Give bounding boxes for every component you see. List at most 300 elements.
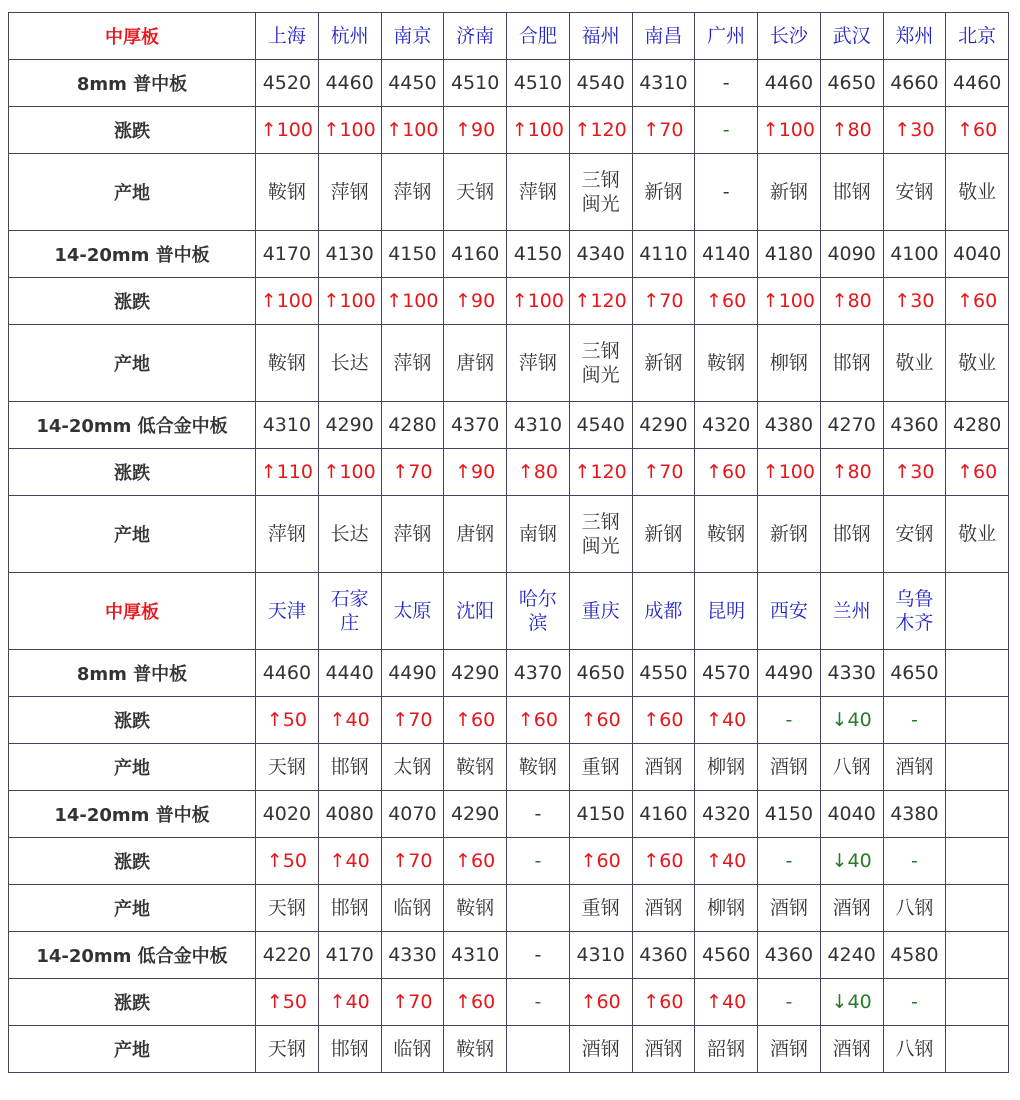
change-value: ↑70 bbox=[392, 709, 433, 731]
change-cell bbox=[758, 107, 821, 154]
row-label: 14-20mm 普中板 bbox=[9, 231, 256, 278]
price-value: 4290 bbox=[450, 662, 500, 684]
section-header-row bbox=[9, 573, 1009, 650]
origin-cell bbox=[381, 885, 444, 932]
price-cell bbox=[758, 932, 821, 979]
origin-cell bbox=[444, 1026, 507, 1073]
price-value: 4520 bbox=[262, 72, 312, 94]
change-value: ↑60 bbox=[706, 290, 747, 312]
price-cell bbox=[946, 60, 1009, 107]
price-cell bbox=[632, 60, 695, 107]
origin-cell bbox=[820, 1026, 883, 1073]
origin-cell bbox=[946, 885, 1009, 932]
row-label: 产地 bbox=[9, 325, 256, 402]
change-cell bbox=[507, 979, 570, 1026]
price-value: 4290 bbox=[325, 414, 374, 436]
origin-value: 鞍钢 bbox=[267, 352, 306, 374]
origin-cell bbox=[381, 325, 444, 402]
change-value: ↑100 bbox=[762, 290, 815, 312]
price-cell bbox=[758, 402, 821, 449]
change-cell bbox=[318, 449, 381, 496]
origin-value: 酒钢 bbox=[769, 756, 808, 778]
origin-value: 新钢 bbox=[769, 523, 808, 545]
origin-value: 天钢 bbox=[267, 897, 306, 919]
origin-cell bbox=[695, 1026, 758, 1073]
city-name: 济南 bbox=[456, 25, 495, 47]
change-cell bbox=[569, 278, 632, 325]
price-value: 4650 bbox=[890, 662, 939, 684]
city-name: 武汉 bbox=[832, 25, 871, 47]
price-cell bbox=[569, 650, 632, 697]
price-cell bbox=[381, 791, 444, 838]
change-cell bbox=[318, 838, 381, 885]
origin-row bbox=[9, 154, 1009, 231]
price-value: 4460 bbox=[262, 662, 312, 684]
city-header bbox=[883, 13, 946, 60]
origin-cell bbox=[256, 154, 319, 231]
change-value: ↑100 bbox=[762, 119, 815, 141]
change-cell bbox=[569, 449, 632, 496]
price-value: 4170 bbox=[325, 944, 374, 966]
change-value: - bbox=[785, 709, 793, 731]
origin-cell bbox=[883, 154, 946, 231]
price-cell bbox=[507, 650, 570, 697]
change-cell bbox=[632, 697, 695, 744]
price-value: 4020 bbox=[262, 803, 312, 825]
section-title: 中厚板 bbox=[9, 13, 256, 60]
price-value: 4340 bbox=[576, 243, 625, 265]
price-value: - bbox=[722, 72, 730, 94]
city-header bbox=[381, 13, 444, 60]
origin-cell bbox=[507, 1026, 570, 1073]
origin-cell bbox=[507, 154, 570, 231]
price-value: 4310 bbox=[639, 72, 688, 94]
price-value: 4150 bbox=[513, 243, 563, 265]
price-cell bbox=[632, 791, 695, 838]
origin-value: 三钢闽光 bbox=[581, 169, 620, 215]
price-value: 4660 bbox=[890, 72, 939, 94]
change-value: ↑40 bbox=[329, 991, 370, 1013]
change-value: ↑60 bbox=[643, 850, 684, 872]
price-cell bbox=[507, 791, 570, 838]
city-name: 北京 bbox=[958, 25, 997, 47]
change-cell bbox=[444, 697, 507, 744]
change-value: ↑70 bbox=[392, 991, 433, 1013]
price-value: 4280 bbox=[952, 414, 1002, 436]
origin-cell bbox=[758, 885, 821, 932]
origin-value: 安钢 bbox=[895, 181, 934, 203]
origin-cell bbox=[381, 1026, 444, 1073]
price-value: 4360 bbox=[890, 414, 939, 436]
change-value: ↑60 bbox=[957, 119, 998, 141]
price-cell bbox=[444, 231, 507, 278]
row-label: 14-20mm 低合金中板 bbox=[9, 932, 256, 979]
price-cell bbox=[820, 791, 883, 838]
change-value: ↑60 bbox=[455, 709, 496, 731]
price-value: 4440 bbox=[325, 662, 374, 684]
price-cell bbox=[820, 650, 883, 697]
change-value: ↑40 bbox=[706, 850, 747, 872]
price-cell bbox=[381, 231, 444, 278]
origin-value: 新钢 bbox=[644, 181, 683, 203]
change-cell bbox=[758, 979, 821, 1026]
price-value: 4580 bbox=[890, 944, 939, 966]
city-name: 杭州 bbox=[330, 25, 369, 47]
change-value: ↑60 bbox=[580, 850, 621, 872]
change-cell bbox=[946, 838, 1009, 885]
origin-value: 萍钢 bbox=[393, 352, 432, 374]
origin-cell bbox=[820, 325, 883, 402]
origin-value: 八钢 bbox=[895, 897, 934, 919]
origin-value: 柳钢 bbox=[707, 756, 746, 778]
change-cell bbox=[632, 979, 695, 1026]
origin-cell bbox=[569, 1026, 632, 1073]
price-cell bbox=[256, 231, 319, 278]
change-cell bbox=[758, 838, 821, 885]
change-value: ↑40 bbox=[706, 991, 747, 1013]
origin-cell bbox=[318, 154, 381, 231]
price-value: 4320 bbox=[701, 414, 751, 436]
price-value: 4170 bbox=[262, 243, 312, 265]
row-label: 涨跌 bbox=[9, 107, 256, 154]
change-value: ↑60 bbox=[643, 709, 684, 731]
change-row bbox=[9, 107, 1009, 154]
change-value: ↑60 bbox=[455, 850, 496, 872]
change-cell bbox=[946, 107, 1009, 154]
city-header bbox=[946, 573, 1009, 650]
city-header bbox=[256, 13, 319, 60]
origin-value: 新钢 bbox=[644, 352, 683, 374]
origin-value: 酒钢 bbox=[644, 1038, 683, 1060]
price-cell bbox=[695, 650, 758, 697]
price-cell bbox=[381, 60, 444, 107]
price-cell bbox=[820, 231, 883, 278]
price-value: 4280 bbox=[388, 414, 437, 436]
origin-cell bbox=[256, 1026, 319, 1073]
change-value: ↑30 bbox=[894, 461, 935, 483]
change-value: ↑70 bbox=[643, 119, 684, 141]
change-cell bbox=[820, 697, 883, 744]
change-value: - bbox=[534, 991, 542, 1013]
change-row bbox=[9, 449, 1009, 496]
row-label: 产地 bbox=[9, 885, 256, 932]
origin-value: - bbox=[722, 181, 730, 203]
origin-value: 三钢闽光 bbox=[581, 340, 620, 386]
origin-cell bbox=[632, 325, 695, 402]
price-value: 4370 bbox=[513, 662, 563, 684]
change-value: ↑40 bbox=[329, 709, 370, 731]
origin-cell bbox=[444, 154, 507, 231]
price-value: 4160 bbox=[450, 243, 500, 265]
price-cell bbox=[758, 650, 821, 697]
origin-cell bbox=[820, 154, 883, 231]
change-cell bbox=[883, 697, 946, 744]
price-value: 4100 bbox=[890, 243, 939, 265]
change-cell bbox=[820, 107, 883, 154]
city-name: 广州 bbox=[707, 25, 746, 47]
change-value: ↑100 bbox=[323, 461, 376, 483]
change-value: ↑90 bbox=[455, 119, 496, 141]
price-row bbox=[9, 231, 1009, 278]
origin-value: 萍钢 bbox=[518, 181, 557, 203]
change-value: ↑120 bbox=[574, 461, 627, 483]
price-value: 4460 bbox=[325, 72, 374, 94]
change-cell bbox=[695, 697, 758, 744]
origin-value: 新钢 bbox=[769, 181, 808, 203]
origin-row bbox=[9, 496, 1009, 573]
origin-value: 敬业 bbox=[958, 181, 997, 203]
change-row bbox=[9, 838, 1009, 885]
row-label: 8mm 普中板 bbox=[9, 650, 256, 697]
price-cell bbox=[444, 932, 507, 979]
section-title: 中厚板 bbox=[9, 573, 256, 650]
origin-cell bbox=[758, 496, 821, 573]
price-value: 4070 bbox=[388, 803, 437, 825]
city-name: 南昌 bbox=[644, 25, 683, 47]
price-cell bbox=[883, 231, 946, 278]
change-cell bbox=[444, 278, 507, 325]
change-cell bbox=[256, 449, 319, 496]
price-cell bbox=[946, 231, 1009, 278]
origin-value: 韶钢 bbox=[707, 1038, 746, 1060]
price-value: 4320 bbox=[701, 803, 751, 825]
change-value: ↑70 bbox=[643, 461, 684, 483]
origin-value: 邯钢 bbox=[832, 523, 871, 545]
origin-cell bbox=[820, 744, 883, 791]
change-value: ↑50 bbox=[266, 709, 307, 731]
change-cell bbox=[507, 449, 570, 496]
price-value: 4290 bbox=[639, 414, 688, 436]
origin-value: 长达 bbox=[330, 523, 369, 545]
origin-cell bbox=[820, 885, 883, 932]
price-cell bbox=[569, 60, 632, 107]
change-value: ↑60 bbox=[706, 461, 747, 483]
price-value: 4540 bbox=[576, 414, 625, 436]
origin-cell bbox=[758, 154, 821, 231]
origin-cell bbox=[883, 744, 946, 791]
price-value: 4360 bbox=[639, 944, 688, 966]
city-header bbox=[883, 573, 946, 650]
change-cell bbox=[569, 697, 632, 744]
change-value: ↑100 bbox=[511, 290, 564, 312]
city-name: 合肥 bbox=[518, 25, 557, 47]
change-row bbox=[9, 278, 1009, 325]
change-value: ↑90 bbox=[455, 461, 496, 483]
origin-value: 南钢 bbox=[518, 523, 557, 545]
origin-cell bbox=[632, 885, 695, 932]
city-name: 昆明 bbox=[707, 600, 746, 622]
city-name: 长沙 bbox=[769, 25, 808, 47]
change-value: ↑100 bbox=[386, 290, 439, 312]
change-value: ↑90 bbox=[455, 290, 496, 312]
price-cell bbox=[883, 932, 946, 979]
change-value: ↑100 bbox=[386, 119, 439, 141]
origin-cell bbox=[820, 496, 883, 573]
change-value: ↑70 bbox=[392, 850, 433, 872]
origin-value: 酒钢 bbox=[644, 756, 683, 778]
price-cell bbox=[256, 791, 319, 838]
price-cell bbox=[318, 402, 381, 449]
price-value: 4150 bbox=[388, 243, 437, 265]
price-cell bbox=[256, 402, 319, 449]
origin-cell bbox=[256, 325, 319, 402]
change-cell bbox=[507, 838, 570, 885]
price-value: 4650 bbox=[827, 72, 876, 94]
price-cell bbox=[695, 402, 758, 449]
origin-cell bbox=[256, 885, 319, 932]
change-value: ↑60 bbox=[957, 461, 998, 483]
price-cell bbox=[318, 650, 381, 697]
origin-value: 太钢 bbox=[393, 756, 432, 778]
price-cell bbox=[444, 650, 507, 697]
change-value: ↑70 bbox=[392, 461, 433, 483]
price-cell bbox=[318, 60, 381, 107]
price-value: 4460 bbox=[764, 72, 814, 94]
change-cell bbox=[695, 979, 758, 1026]
price-cell bbox=[820, 60, 883, 107]
origin-row bbox=[9, 325, 1009, 402]
price-row bbox=[9, 650, 1009, 697]
city-header bbox=[758, 573, 821, 650]
city-header bbox=[632, 573, 695, 650]
price-value: 4370 bbox=[450, 414, 500, 436]
price-cell bbox=[318, 932, 381, 979]
change-cell bbox=[444, 838, 507, 885]
change-cell bbox=[820, 979, 883, 1026]
change-value: - bbox=[910, 991, 918, 1013]
change-cell bbox=[632, 449, 695, 496]
origin-cell bbox=[381, 744, 444, 791]
origin-cell bbox=[758, 325, 821, 402]
origin-value: 柳钢 bbox=[707, 897, 746, 919]
price-value: 4650 bbox=[576, 662, 625, 684]
price-cell bbox=[758, 231, 821, 278]
city-header bbox=[507, 573, 570, 650]
price-value: - bbox=[534, 803, 542, 825]
price-row bbox=[9, 402, 1009, 449]
origin-cell bbox=[569, 885, 632, 932]
origin-value: 重钢 bbox=[581, 897, 620, 919]
change-value: ↑30 bbox=[894, 290, 935, 312]
change-cell bbox=[946, 449, 1009, 496]
price-cell bbox=[569, 791, 632, 838]
origin-value: 敬业 bbox=[895, 352, 934, 374]
price-value: 4040 bbox=[827, 803, 876, 825]
origin-cell bbox=[695, 885, 758, 932]
change-cell bbox=[632, 838, 695, 885]
row-label: 涨跌 bbox=[9, 697, 256, 744]
origin-cell bbox=[318, 496, 381, 573]
row-label: 14-20mm 普中板 bbox=[9, 791, 256, 838]
origin-value: 萍钢 bbox=[330, 181, 369, 203]
price-cell bbox=[695, 791, 758, 838]
city-name: 石家庄 bbox=[330, 588, 369, 634]
origin-cell bbox=[256, 496, 319, 573]
origin-cell bbox=[695, 154, 758, 231]
change-cell bbox=[507, 107, 570, 154]
price-value: 4490 bbox=[388, 662, 437, 684]
change-cell bbox=[381, 697, 444, 744]
price-cell bbox=[883, 791, 946, 838]
origin-value: 柳钢 bbox=[769, 352, 808, 374]
city-name: 南京 bbox=[393, 25, 432, 47]
origin-value: 天钢 bbox=[267, 756, 306, 778]
origin-value: 鞍钢 bbox=[456, 1038, 495, 1060]
origin-cell bbox=[507, 744, 570, 791]
origin-row bbox=[9, 744, 1009, 791]
change-value: - bbox=[910, 850, 918, 872]
price-cell bbox=[569, 231, 632, 278]
change-value: - bbox=[534, 850, 542, 872]
origin-row bbox=[9, 885, 1009, 932]
price-value: 4180 bbox=[764, 243, 814, 265]
origin-value: 唐钢 bbox=[456, 523, 495, 545]
change-cell bbox=[946, 979, 1009, 1026]
price-value: 4460 bbox=[952, 72, 1002, 94]
change-value: - bbox=[785, 991, 793, 1013]
origin-value: 鞍钢 bbox=[456, 756, 495, 778]
change-row bbox=[9, 697, 1009, 744]
price-cell bbox=[758, 60, 821, 107]
origin-value: 天钢 bbox=[267, 1038, 306, 1060]
origin-value: 临钢 bbox=[393, 1038, 432, 1060]
origin-value: 鞍钢 bbox=[267, 181, 306, 203]
row-label: 涨跌 bbox=[9, 449, 256, 496]
city-name: 沈阳 bbox=[456, 600, 495, 622]
change-value: ↑110 bbox=[260, 461, 313, 483]
origin-value: 鞍钢 bbox=[707, 523, 746, 545]
origin-value: 酒钢 bbox=[644, 897, 683, 919]
price-value: 4090 bbox=[827, 243, 876, 265]
change-value: ↑40 bbox=[706, 709, 747, 731]
price-value: 4270 bbox=[827, 414, 876, 436]
change-cell bbox=[318, 107, 381, 154]
origin-value: 邯钢 bbox=[832, 352, 871, 374]
change-cell bbox=[444, 979, 507, 1026]
change-cell bbox=[883, 278, 946, 325]
origin-row bbox=[9, 1026, 1009, 1073]
origin-cell bbox=[381, 154, 444, 231]
city-name: 福州 bbox=[581, 25, 620, 47]
change-value: ↑100 bbox=[323, 119, 376, 141]
origin-value: 酒钢 bbox=[769, 1038, 808, 1060]
origin-cell bbox=[569, 325, 632, 402]
row-label: 涨跌 bbox=[9, 838, 256, 885]
city-header bbox=[507, 13, 570, 60]
origin-cell bbox=[758, 1026, 821, 1073]
origin-cell bbox=[632, 1026, 695, 1073]
price-cell bbox=[569, 402, 632, 449]
change-cell bbox=[695, 278, 758, 325]
change-value: ↑60 bbox=[580, 709, 621, 731]
origin-value: 邯钢 bbox=[330, 1038, 369, 1060]
origin-cell bbox=[507, 885, 570, 932]
change-cell bbox=[569, 838, 632, 885]
price-value: 4150 bbox=[576, 803, 625, 825]
change-cell bbox=[758, 278, 821, 325]
origin-value: 鞍钢 bbox=[707, 352, 746, 374]
origin-cell bbox=[632, 744, 695, 791]
origin-cell bbox=[444, 744, 507, 791]
change-cell bbox=[381, 449, 444, 496]
city-header bbox=[820, 13, 883, 60]
city-header bbox=[256, 573, 319, 650]
origin-cell bbox=[569, 496, 632, 573]
origin-value: 安钢 bbox=[895, 523, 934, 545]
origin-value: 重钢 bbox=[581, 756, 620, 778]
origin-value: 萍钢 bbox=[393, 181, 432, 203]
change-cell bbox=[758, 449, 821, 496]
